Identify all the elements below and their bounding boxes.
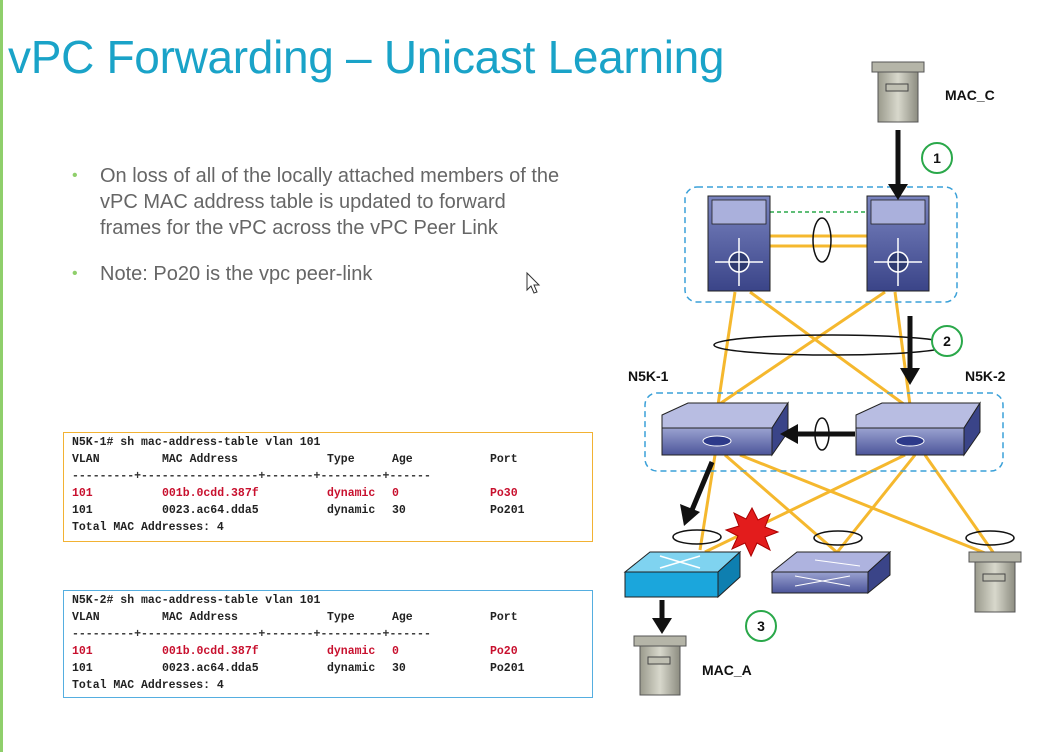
server-right-icon <box>969 552 1021 612</box>
step-label-2: 2 <box>943 333 951 349</box>
header-age: Age <box>392 453 413 466</box>
n5k2-label: N5K-2 <box>965 368 1006 384</box>
core-switch-right-icon <box>867 196 929 291</box>
cell-port: Po201 <box>490 662 525 675</box>
header-mac: MAC Address <box>162 611 238 624</box>
header-type: Type <box>327 453 355 466</box>
cell-type: dynamic <box>327 662 376 675</box>
cell-mac: 001b.0cdd.387f <box>162 645 259 658</box>
cell-age: 0 <box>392 645 399 658</box>
vpc-ellipse-access-c <box>966 531 1014 545</box>
slide-title: vPC Forwarding – Unicast Learning <box>8 31 725 83</box>
cell-type: dynamic <box>327 487 376 500</box>
access-switch-a-icon <box>625 552 740 597</box>
header-port: Port <box>490 453 518 466</box>
cell-type: dynamic <box>327 504 376 517</box>
bullet-text: On loss of all of the locally attached members of the vPC MAC address table is updated to forward frames for the vPC across the vPC Peer Link <box>100 165 560 239</box>
server-mac-c-icon <box>872 62 924 122</box>
cell-mac: 001b.0cdd.387f <box>162 487 259 500</box>
header-port: Port <box>490 611 518 624</box>
cell-port: Po201 <box>490 504 525 517</box>
cell-vlan: 101 <box>72 504 93 517</box>
header-vlan: VLAN <box>72 611 100 624</box>
cell-vlan: 101 <box>72 645 93 658</box>
console-command: N5K-2# sh mac-address-table vlan 101 <box>72 594 321 607</box>
table-total: Total MAC Addresses: 4 <box>72 521 224 534</box>
table-total: Total MAC Addresses: 4 <box>72 679 224 692</box>
bullet-dot-icon: • <box>72 265 78 282</box>
n5k2-switch-icon <box>856 403 980 455</box>
table-separator: ---------+-----------------+-------+---------+------ <box>72 470 431 483</box>
bullet-dot-icon: • <box>72 167 78 184</box>
server-mac-a-icon <box>634 636 686 695</box>
bullet-text: Note: Po20 is the vpc peer-link <box>100 263 373 285</box>
cell-port: Po20 <box>490 645 518 658</box>
cell-type: dynamic <box>327 645 376 658</box>
table-separator: ---------+-----------------+-------+---------+------ <box>72 628 431 641</box>
flow-arrow-1 <box>888 130 908 200</box>
cell-vlan: 101 <box>72 487 93 500</box>
header-type: Type <box>327 611 355 624</box>
header-vlan: VLAN <box>72 453 100 466</box>
cell-port: Po30 <box>490 487 518 500</box>
n5k1-label: N5K-1 <box>628 368 669 384</box>
core-switch-left-icon <box>708 196 770 291</box>
access-switch-b-icon <box>772 552 890 593</box>
cell-age: 30 <box>392 662 406 675</box>
console-command: N5K-1# sh mac-address-table vlan 101 <box>72 436 321 449</box>
link-failure-burst-icon <box>726 508 778 556</box>
header-age: Age <box>392 611 413 624</box>
vpc-ellipse-access-a <box>673 530 721 544</box>
mac-c-label: MAC_C <box>945 87 995 103</box>
cell-mac: 0023.ac64.dda5 <box>162 504 259 517</box>
step-label-3: 3 <box>757 618 765 634</box>
step-label-1: 1 <box>933 150 941 166</box>
mouse-cursor-icon <box>527 273 539 293</box>
cell-age: 30 <box>392 504 406 517</box>
flow-arrow-3 <box>652 600 672 634</box>
header-mac: MAC Address <box>162 453 238 466</box>
portchannel-ellipse <box>813 218 831 262</box>
n5k1-switch-icon <box>662 403 788 455</box>
cell-mac: 0023.ac64.dda5 <box>162 662 259 675</box>
cell-age: 0 <box>392 487 399 500</box>
peer-link-arrow <box>780 418 855 450</box>
mac-a-label: MAC_A <box>702 662 752 678</box>
cell-vlan: 101 <box>72 662 93 675</box>
